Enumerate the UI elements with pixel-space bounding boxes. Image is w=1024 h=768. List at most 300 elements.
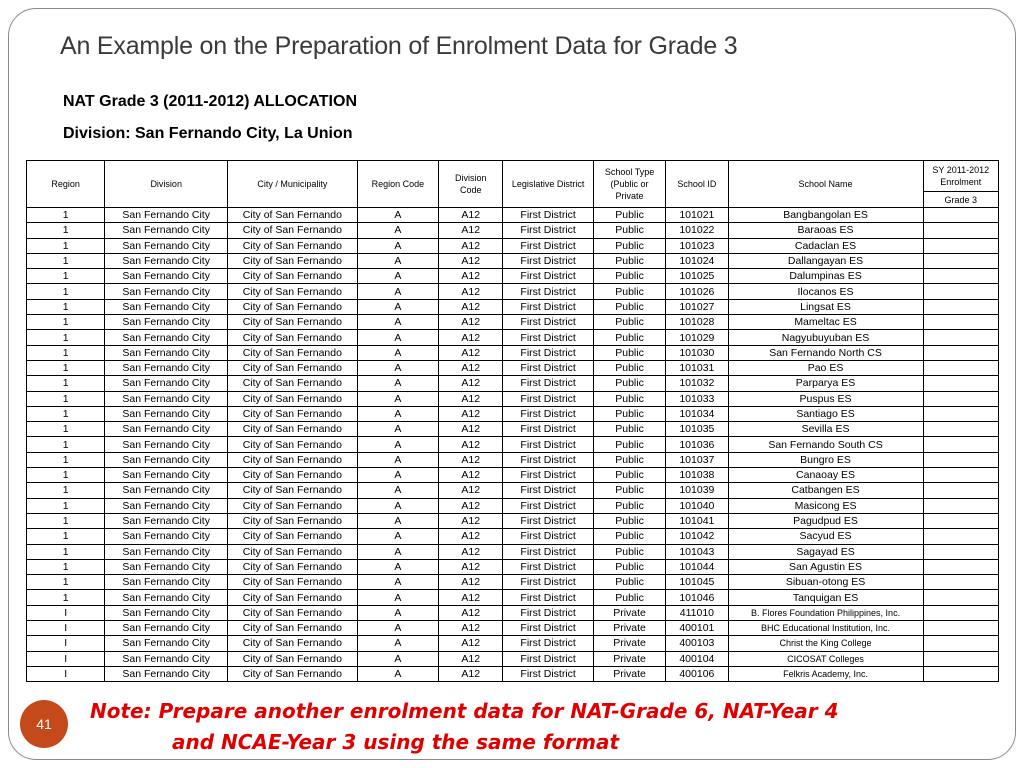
cell-region-code: A (357, 376, 438, 391)
cell-region-code: A (357, 223, 438, 238)
table-row (27, 376, 999, 391)
cell-city: City of San Fernando (228, 468, 358, 483)
cell-division-code: A12 (439, 391, 503, 406)
header-region-code: Region Code (357, 161, 438, 208)
cell-division: San Fernando City (105, 253, 228, 268)
cell-enrolment (923, 284, 998, 299)
cell-school-name: Bangbangolan ES (728, 208, 923, 223)
cell-district: First District (503, 391, 593, 406)
table-row (27, 269, 999, 284)
cell-district: First District (503, 590, 593, 605)
cell-city: City of San Fernando (228, 498, 358, 513)
cell-school-id: 101037 (666, 452, 728, 467)
cell-division: San Fernando City (105, 483, 228, 498)
cell-school-name: Pao ES (728, 360, 923, 375)
cell-division: San Fernando City (105, 544, 228, 559)
cell-school-name: Sevilla ES (728, 422, 923, 437)
cell-region-code: A (357, 238, 438, 253)
table-row (27, 468, 999, 483)
cell-division: San Fernando City (105, 452, 228, 467)
cell-division-code: A12 (439, 513, 503, 528)
cell-region-code: A (357, 253, 438, 268)
cell-division-code: A12 (439, 544, 503, 559)
cell-region: 1 (27, 253, 105, 268)
cell-school-name: Mameltac ES (728, 315, 923, 330)
cell-school-name: BHC Educational Institution, Inc. (728, 621, 923, 636)
cell-division: San Fernando City (105, 208, 228, 223)
division-subtitle: Division: San Fernando City, La Union (63, 125, 353, 142)
table-row (27, 513, 999, 528)
cell-school-id: 101022 (666, 223, 728, 238)
cell-district: First District (503, 376, 593, 391)
table-row (27, 238, 999, 253)
cell-division: San Fernando City (105, 575, 228, 590)
cell-school-type: Public (593, 376, 665, 391)
cell-enrolment (923, 406, 998, 421)
cell-school-type: Public (593, 208, 665, 223)
cell-city: City of San Fernando (228, 223, 358, 238)
cell-division: San Fernando City (105, 437, 228, 452)
cell-region-code: A (357, 284, 438, 299)
cell-district: First District (503, 605, 593, 620)
cell-division: San Fernando City (105, 238, 228, 253)
cell-division: San Fernando City (105, 621, 228, 636)
cell-division-code: A12 (439, 590, 503, 605)
cell-school-id: 101029 (666, 330, 728, 345)
cell-school-type: Public (593, 238, 665, 253)
cell-division: San Fernando City (105, 284, 228, 299)
cell-school-id: 101024 (666, 253, 728, 268)
cell-school-type: Public (593, 284, 665, 299)
note-line-1: Note: Prepare another enrolment data for NAT-Grade 6, NAT-Year 4 (90, 699, 839, 723)
slide-title: An Example on the Preparation of Enrolment Data for Grade 3 (60, 32, 738, 60)
cell-enrolment (923, 253, 998, 268)
cell-city: City of San Fernando (228, 513, 358, 528)
cell-district: First District (503, 253, 593, 268)
cell-region-code: A (357, 330, 438, 345)
header-school-type: School Type (Public or Private (593, 161, 665, 208)
cell-district: First District (503, 666, 593, 681)
cell-school-id: 101035 (666, 422, 728, 437)
cell-division-code: A12 (439, 376, 503, 391)
cell-city: City of San Fernando (228, 315, 358, 330)
cell-region: 1 (27, 498, 105, 513)
cell-division-code: A12 (439, 468, 503, 483)
cell-school-name: Dalumpinas ES (728, 269, 923, 284)
cell-division-code: A12 (439, 253, 503, 268)
cell-school-type: Public (593, 299, 665, 314)
table-row (27, 605, 999, 620)
cell-region-code: A (357, 483, 438, 498)
cell-enrolment (923, 391, 998, 406)
cell-region-code: A (357, 621, 438, 636)
cell-division: San Fernando City (105, 605, 228, 620)
cell-city: City of San Fernando (228, 345, 358, 360)
cell-division-code: A12 (439, 498, 503, 513)
cell-school-id: 101027 (666, 299, 728, 314)
cell-district: First District (503, 345, 593, 360)
note-text (90, 696, 839, 758)
cell-school-name: CICOSAT Colleges (728, 651, 923, 666)
cell-district: First District (503, 621, 593, 636)
cell-city: City of San Fernando (228, 452, 358, 467)
cell-school-type: Public (593, 437, 665, 452)
cell-region: 1 (27, 513, 105, 528)
allocation-subtitle: NAT Grade 3 (2011-2012) ALLOCATION (63, 93, 357, 110)
cell-school-name: Lingsat ES (728, 299, 923, 314)
cell-school-type: Public (593, 345, 665, 360)
cell-school-type: Public (593, 559, 665, 574)
cell-city: City of San Fernando (228, 483, 358, 498)
table-row (27, 284, 999, 299)
cell-region: 1 (27, 483, 105, 498)
cell-region-code: A (357, 498, 438, 513)
table-row (27, 406, 999, 421)
cell-division: San Fernando City (105, 666, 228, 681)
cell-division: San Fernando City (105, 391, 228, 406)
cell-school-id: 400101 (666, 621, 728, 636)
cell-division-code: A12 (439, 575, 503, 590)
cell-city: City of San Fernando (228, 422, 358, 437)
cell-division: San Fernando City (105, 330, 228, 345)
cell-region: 1 (27, 590, 105, 605)
cell-division-code: A12 (439, 605, 503, 620)
cell-enrolment (923, 299, 998, 314)
cell-division-code: A12 (439, 315, 503, 330)
cell-enrolment (923, 223, 998, 238)
cell-region: 1 (27, 269, 105, 284)
cell-region: 1 (27, 238, 105, 253)
cell-region: I (27, 621, 105, 636)
cell-school-name: Christ the King College (728, 636, 923, 651)
cell-city: City of San Fernando (228, 391, 358, 406)
cell-school-id: 101031 (666, 360, 728, 375)
cell-school-type: Public (593, 253, 665, 268)
header-school-id: School ID (666, 161, 728, 208)
cell-enrolment (923, 529, 998, 544)
cell-region: 1 (27, 208, 105, 223)
cell-school-name: Baraoas ES (728, 223, 923, 238)
enrolment-table (26, 160, 999, 682)
cell-school-name: Santiago ES (728, 406, 923, 421)
cell-enrolment (923, 330, 998, 345)
cell-school-id: 101033 (666, 391, 728, 406)
cell-division: San Fernando City (105, 651, 228, 666)
cell-region: 1 (27, 360, 105, 375)
cell-city: City of San Fernando (228, 406, 358, 421)
cell-school-type: Public (593, 529, 665, 544)
table-row (27, 498, 999, 513)
note-line-2: and NCAE-Year 3 using the same format (172, 730, 620, 754)
cell-region: 1 (27, 529, 105, 544)
cell-enrolment (923, 345, 998, 360)
cell-school-name: Cadaclan ES (728, 238, 923, 253)
cell-school-type: Private (593, 636, 665, 651)
cell-district: First District (503, 544, 593, 559)
cell-city: City of San Fernando (228, 575, 358, 590)
cell-city: City of San Fernando (228, 559, 358, 574)
table-row (27, 666, 999, 681)
cell-region: 1 (27, 345, 105, 360)
cell-enrolment (923, 483, 998, 498)
cell-school-type: Public (593, 452, 665, 467)
cell-city: City of San Fernando (228, 269, 358, 284)
cell-school-type: Public (593, 223, 665, 238)
cell-district: First District (503, 559, 593, 574)
cell-school-name: San Fernando North CS (728, 345, 923, 360)
cell-district: First District (503, 468, 593, 483)
cell-division-code: A12 (439, 238, 503, 253)
cell-enrolment (923, 315, 998, 330)
cell-district: First District (503, 575, 593, 590)
cell-district: First District (503, 422, 593, 437)
cell-division: San Fernando City (105, 269, 228, 284)
header-division: Division (105, 161, 228, 208)
cell-division-code: A12 (439, 621, 503, 636)
cell-school-type: Public (593, 269, 665, 284)
cell-division: San Fernando City (105, 559, 228, 574)
cell-city: City of San Fernando (228, 437, 358, 452)
cell-region-code: A (357, 590, 438, 605)
cell-enrolment (923, 376, 998, 391)
cell-district: First District (503, 299, 593, 314)
cell-school-id: 400106 (666, 666, 728, 681)
page-number-badge (20, 700, 68, 748)
cell-region-code: A (357, 391, 438, 406)
cell-school-type: Private (593, 605, 665, 620)
cell-division-code: A12 (439, 559, 503, 574)
cell-region-code: A (357, 299, 438, 314)
cell-region: 1 (27, 223, 105, 238)
cell-school-name: Bungro ES (728, 452, 923, 467)
cell-division: San Fernando City (105, 406, 228, 421)
cell-city: City of San Fernando (228, 238, 358, 253)
cell-division-code: A12 (439, 437, 503, 452)
cell-city: City of San Fernando (228, 253, 358, 268)
cell-district: First District (503, 513, 593, 528)
cell-school-type: Public (593, 483, 665, 498)
cell-school-id: 101041 (666, 513, 728, 528)
cell-region-code: A (357, 208, 438, 223)
cell-region-code: A (357, 575, 438, 590)
cell-division: San Fernando City (105, 529, 228, 544)
cell-city: City of San Fernando (228, 208, 358, 223)
cell-district: First District (503, 284, 593, 299)
table-row (27, 452, 999, 467)
cell-school-name: Canaoay ES (728, 468, 923, 483)
cell-enrolment (923, 621, 998, 636)
cell-division-code: A12 (439, 406, 503, 421)
cell-school-id: 101039 (666, 483, 728, 498)
cell-school-name: Pagudpud ES (728, 513, 923, 528)
cell-region: 1 (27, 544, 105, 559)
table-row (27, 330, 999, 345)
cell-school-id: 101038 (666, 468, 728, 483)
cell-school-name: Ilocanos ES (728, 284, 923, 299)
cell-region: 1 (27, 284, 105, 299)
cell-division-code: A12 (439, 666, 503, 681)
cell-district: First District (503, 315, 593, 330)
cell-division: San Fernando City (105, 422, 228, 437)
cell-school-id: 101025 (666, 269, 728, 284)
cell-region-code: A (357, 422, 438, 437)
cell-school-name: Sacyud ES (728, 529, 923, 544)
cell-school-id: 400104 (666, 651, 728, 666)
cell-school-id: 101023 (666, 238, 728, 253)
cell-city: City of San Fernando (228, 330, 358, 345)
cell-region: 1 (27, 559, 105, 574)
cell-enrolment (923, 208, 998, 223)
cell-division-code: A12 (439, 223, 503, 238)
cell-district: First District (503, 238, 593, 253)
cell-region-code: A (357, 437, 438, 452)
table-row (27, 636, 999, 651)
table-body (27, 208, 999, 682)
cell-school-type: Private (593, 666, 665, 681)
cell-school-type: Public (593, 575, 665, 590)
cell-region-code: A (357, 636, 438, 651)
cell-division: San Fernando City (105, 223, 228, 238)
cell-school-name: Sagayad ES (728, 544, 923, 559)
cell-division: San Fernando City (105, 315, 228, 330)
cell-division-code: A12 (439, 422, 503, 437)
cell-school-name: Catbangen ES (728, 483, 923, 498)
table-row (27, 208, 999, 223)
cell-region: 1 (27, 437, 105, 452)
cell-division-code: A12 (439, 208, 503, 223)
cell-division: San Fernando City (105, 636, 228, 651)
table-row (27, 544, 999, 559)
cell-school-id: 101040 (666, 498, 728, 513)
cell-school-name: Felkris Academy, Inc. (728, 666, 923, 681)
cell-city: City of San Fernando (228, 360, 358, 375)
cell-school-name: San Fernando South CS (728, 437, 923, 452)
cell-region-code: A (357, 269, 438, 284)
cell-school-id: 101036 (666, 437, 728, 452)
cell-district: First District (503, 498, 593, 513)
cell-school-type: Public (593, 391, 665, 406)
cell-enrolment (923, 468, 998, 483)
cell-district: First District (503, 208, 593, 223)
cell-school-name: Parparya ES (728, 376, 923, 391)
cell-city: City of San Fernando (228, 299, 358, 314)
cell-region-code: A (357, 529, 438, 544)
cell-school-name: Puspus ES (728, 391, 923, 406)
cell-city: City of San Fernando (228, 636, 358, 651)
cell-school-id: 101034 (666, 406, 728, 421)
cell-region: 1 (27, 575, 105, 590)
cell-school-name: San Agustin ES (728, 559, 923, 574)
cell-school-name: Nagyubuyuban ES (728, 330, 923, 345)
cell-region-code: A (357, 360, 438, 375)
cell-region: 1 (27, 376, 105, 391)
cell-division-code: A12 (439, 269, 503, 284)
cell-district: First District (503, 636, 593, 651)
table-row (27, 253, 999, 268)
cell-school-type: Public (593, 360, 665, 375)
cell-division-code: A12 (439, 360, 503, 375)
cell-enrolment (923, 666, 998, 681)
cell-enrolment (923, 513, 998, 528)
cell-district: First District (503, 223, 593, 238)
cell-city: City of San Fernando (228, 544, 358, 559)
header-legislative-district: Legislative District (503, 161, 593, 208)
cell-region: I (27, 636, 105, 651)
cell-enrolment (923, 452, 998, 467)
cell-enrolment (923, 269, 998, 284)
cell-school-id: 101032 (666, 376, 728, 391)
cell-school-type: Private (593, 621, 665, 636)
cell-division-code: A12 (439, 452, 503, 467)
cell-school-id: 101046 (666, 590, 728, 605)
table-row (27, 575, 999, 590)
cell-region: I (27, 605, 105, 620)
cell-district: First District (503, 452, 593, 467)
cell-district: First District (503, 529, 593, 544)
cell-city: City of San Fernando (228, 376, 358, 391)
cell-enrolment (923, 238, 998, 253)
cell-school-id: 101043 (666, 544, 728, 559)
page-number: 41 (36, 716, 52, 732)
cell-school-id: 101042 (666, 529, 728, 544)
table-row (27, 299, 999, 314)
cell-city: City of San Fernando (228, 590, 358, 605)
cell-region: 1 (27, 391, 105, 406)
cell-region: I (27, 666, 105, 681)
cell-district: First District (503, 437, 593, 452)
table-row (27, 391, 999, 406)
cell-enrolment (923, 575, 998, 590)
cell-enrolment (923, 422, 998, 437)
cell-division: San Fernando City (105, 299, 228, 314)
cell-district: First District (503, 269, 593, 284)
cell-division-code: A12 (439, 529, 503, 544)
table-row (27, 360, 999, 375)
cell-school-name: Tanquigan ES (728, 590, 923, 605)
cell-division-code: A12 (439, 483, 503, 498)
table-row (27, 559, 999, 574)
header-school-name: School Name (728, 161, 923, 208)
cell-school-id: 411010 (666, 605, 728, 620)
cell-division-code: A12 (439, 330, 503, 345)
cell-school-type: Public (593, 422, 665, 437)
cell-division: San Fernando City (105, 360, 228, 375)
cell-region: 1 (27, 315, 105, 330)
cell-division: San Fernando City (105, 468, 228, 483)
cell-region-code: A (357, 559, 438, 574)
cell-district: First District (503, 360, 593, 375)
cell-region-code: A (357, 345, 438, 360)
cell-division-code: A12 (439, 636, 503, 651)
cell-district: First District (503, 483, 593, 498)
cell-school-type: Public (593, 468, 665, 483)
table-row (27, 651, 999, 666)
cell-school-type: Public (593, 315, 665, 330)
table-row (27, 590, 999, 605)
cell-region-code: A (357, 468, 438, 483)
cell-region: 1 (27, 468, 105, 483)
cell-city: City of San Fernando (228, 529, 358, 544)
cell-city: City of San Fernando (228, 651, 358, 666)
cell-enrolment (923, 559, 998, 574)
cell-division: San Fernando City (105, 513, 228, 528)
cell-division-code: A12 (439, 284, 503, 299)
cell-school-name: Sibuan-otong ES (728, 575, 923, 590)
table-row (27, 315, 999, 330)
cell-enrolment (923, 498, 998, 513)
cell-district: First District (503, 406, 593, 421)
cell-school-type: Public (593, 513, 665, 528)
